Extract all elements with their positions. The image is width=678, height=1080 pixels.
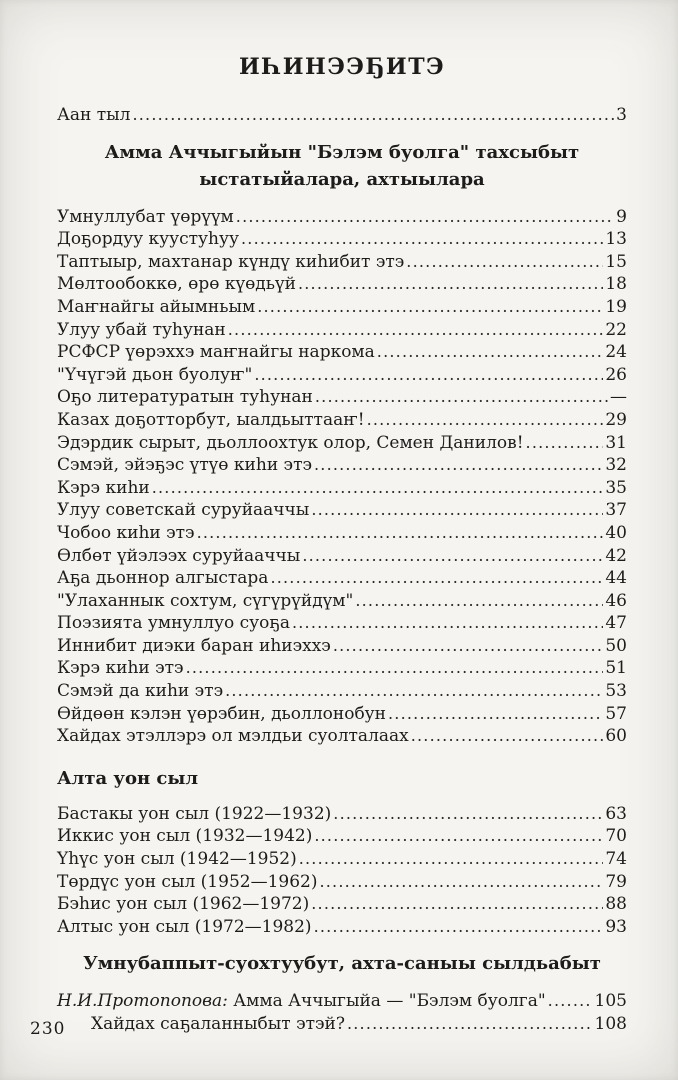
dot-leader [236,206,614,229]
entry-page-number: 44 [605,568,627,589]
entry-page-number: 88 [605,894,627,915]
entry-page-number: 18 [605,274,627,295]
page-title: ИҺИНЭЭҔИТЭ [238,54,446,80]
entry-page-number: 47 [605,613,627,634]
entry-title: Аҕа дьоннор алгыстара [57,568,269,589]
section-heading [57,765,627,792]
dot-leader [333,803,603,826]
toc-entry [57,590,627,613]
dot-leader [377,341,604,364]
entry-title: Үһүс уон сыл (1942—1952) [57,849,297,870]
entry-page-number: 105 [594,991,627,1012]
entry-title: Чобоо киһи этэ [57,522,195,543]
toc-entry [57,206,627,229]
dot-leader [257,296,603,319]
entry-page-number: 15 [605,251,627,272]
toc-entry [57,499,627,522]
dot-leader [298,273,603,296]
toc-entry [57,545,627,568]
entry-page-number: 40 [605,522,627,543]
dot-leader [314,825,603,848]
toc-entry [57,454,627,477]
entry-page-number: 29 [605,409,627,430]
dot-leader [186,657,604,680]
entry-page-number: 63 [605,803,627,824]
entry-title: "Улаханнык сохтум, сүгүрүйдүм" [57,590,354,611]
entry-title: Бастакы уон сыл (1922—1932) [57,803,332,824]
section-heading-line: Амма Аччыгыйын "Бэлэм буолга" тахсыбыт [104,141,580,163]
entry-page-number: 57 [605,703,627,724]
entry-page-number: 60 [605,726,627,747]
toc-entry [57,725,627,748]
toc-entry [57,825,627,848]
dot-leader [367,409,604,432]
toc-entry [57,635,627,658]
entry-page-number: 13 [605,229,627,250]
entry-page-number: 108 [594,1014,627,1034]
entry-title: Аан тыл [57,105,131,125]
toc-entry [57,612,627,635]
dot-leader [132,104,614,127]
dot-leader [406,251,603,274]
entry-title: Бэһис уон сыл (1962—1972) [57,894,310,915]
entry-title: Доҕордуу куустуһуу [57,229,239,250]
toc-entry [57,251,627,274]
dot-leader [411,725,604,748]
entry-page-number: — [610,387,627,408]
entry-title: Кэрэ киһи [57,477,150,498]
dot-leader [548,990,593,1013]
entry-title: Поэзията умнуллуо суоҕа [57,613,290,634]
entry-title: Оҕо литературатын туһунан [57,387,313,408]
entry-page-number: 9 [616,206,627,227]
dot-leader [270,567,603,590]
entry-title: Хайдах саҕаланныбыт этэй? [91,1014,345,1034]
entry-title: Казах доҕотторбут, ыалдьыттааҥ! [57,409,365,430]
dot-leader [388,703,603,726]
entry-title: Хайдах этэллэрэ ол мэлдьи суолталаах [57,726,409,747]
entry-title: Төрдүс уон сыл (1952—1962) [57,871,318,892]
entry-title: "Үчүгэй дьон буолуҥ" [57,364,253,385]
dot-leader [254,364,603,387]
entry-title: Иннибит диэки баран иһиэххэ [57,635,331,656]
entry-author: Н.И.Протопопова: [57,991,228,1012]
dot-leader [197,522,604,545]
entry-title: Иккис уон сыл (1932—1942) [57,826,313,847]
entry-title: Өлбөт үйэлээх суруйааччы [57,545,301,566]
dot-leader [333,635,604,658]
toc-entry [57,871,627,894]
entry-page-number: 79 [605,871,627,892]
dot-leader [311,499,603,522]
entry-page-number: 51 [605,658,627,679]
toc-section [57,104,627,127]
entry-page-number: 22 [605,319,627,340]
toc-entry [57,228,627,251]
entry-title: Амма Аччыгыйа — "Бэлэм буолга" [227,991,546,1012]
toc-section [57,950,627,1035]
toc-entry [57,319,627,342]
toc-entry [57,432,627,455]
toc-entry [57,341,627,364]
dot-leader [225,680,603,703]
toc-entry [57,364,627,387]
entry-title: Эдэрдик сырыт, дьоллоохтук олор, Семен Данилов! [57,432,524,453]
section-heading [57,950,627,977]
entry-page-number: 3 [616,105,627,125]
entry-page-number: 93 [605,916,627,937]
toc-entry [57,680,627,703]
entry-title: Өйдөөн кэлэн үөрэбин, дьоллонобун [57,703,387,724]
page-number: 230 [30,1019,66,1039]
toc-entry [57,703,627,726]
entry-title: Умнуллубат үөрүүм [57,206,234,227]
entry-page-number: 31 [605,432,627,453]
entry-title: Алтыс уон сыл (1972—1982) [57,916,312,937]
entry-page-number: 24 [605,342,627,363]
entry-title: Улуу убай туһунан [57,319,226,340]
section-heading-line: ыстатыйалара, ахтыылара [199,168,485,190]
toc [57,104,627,1036]
toc-entry [57,916,627,939]
section-heading-line: Алта уон сыл [57,767,199,789]
section-heading-line: Умнубаппыт-суохтуубут, ахта-саныы сылдьабыт [83,953,601,975]
entry-page-number: 50 [605,635,627,656]
entry-title: Сэмэй, эйэҕэс үтүө киһи этэ [57,455,312,476]
toc-section [57,765,627,939]
entry-page-number: 70 [605,826,627,847]
toc-entry [57,990,627,1013]
entry-title: Маҥнайгы айымньым [57,296,256,317]
toc-entry [57,296,627,319]
entry-page-number: 32 [605,455,627,476]
entry-title: Кэрэ киһи этэ [57,658,184,679]
toc-entry [57,386,627,409]
toc-entry [57,409,627,432]
dot-leader [299,848,604,871]
toc-entry [57,893,627,916]
entry-title: Таптыыр, махтанар күндү киһибит этэ [57,251,405,272]
dot-leader [292,612,603,635]
entry-title: Сэмэй да киһи этэ [57,681,224,702]
entry-page-number: 46 [605,590,627,611]
dot-leader [228,319,604,342]
entry-page-number: 53 [605,681,627,702]
toc-entry [57,1013,627,1036]
entry-title: Мөлтообоккө, өрө күөдьүй [57,274,296,295]
toc-entry [57,477,627,500]
toc-section [57,139,627,748]
entry-page-number: 35 [605,477,627,498]
toc-entry [57,803,627,826]
entry-page-number: 42 [605,545,627,566]
dot-leader [319,871,603,894]
section-heading [57,139,627,193]
dot-leader [311,893,603,916]
dot-leader [315,386,608,409]
toc-entry [57,522,627,545]
dot-leader [526,432,604,455]
dot-leader [347,1013,593,1036]
entry-page-number: 74 [605,849,627,870]
toc-entry [57,848,627,871]
dot-leader [241,228,603,251]
dot-leader [302,545,603,568]
entry-page-number: 26 [605,364,627,385]
toc-entry [57,567,627,590]
toc-entry [57,657,627,680]
dot-leader [314,916,604,939]
dot-leader [355,590,603,613]
entry-page-number: 37 [605,500,627,521]
entry-title: Улуу советскай суруйааччы [57,500,310,521]
toc-entry [57,273,627,296]
entry-title: РСФСР үөрэххэ маҥнайгы наркома [57,342,375,363]
entry-page-number: 19 [605,296,627,317]
toc-entry [57,104,627,127]
dot-leader [152,477,604,500]
dot-leader [314,454,603,477]
